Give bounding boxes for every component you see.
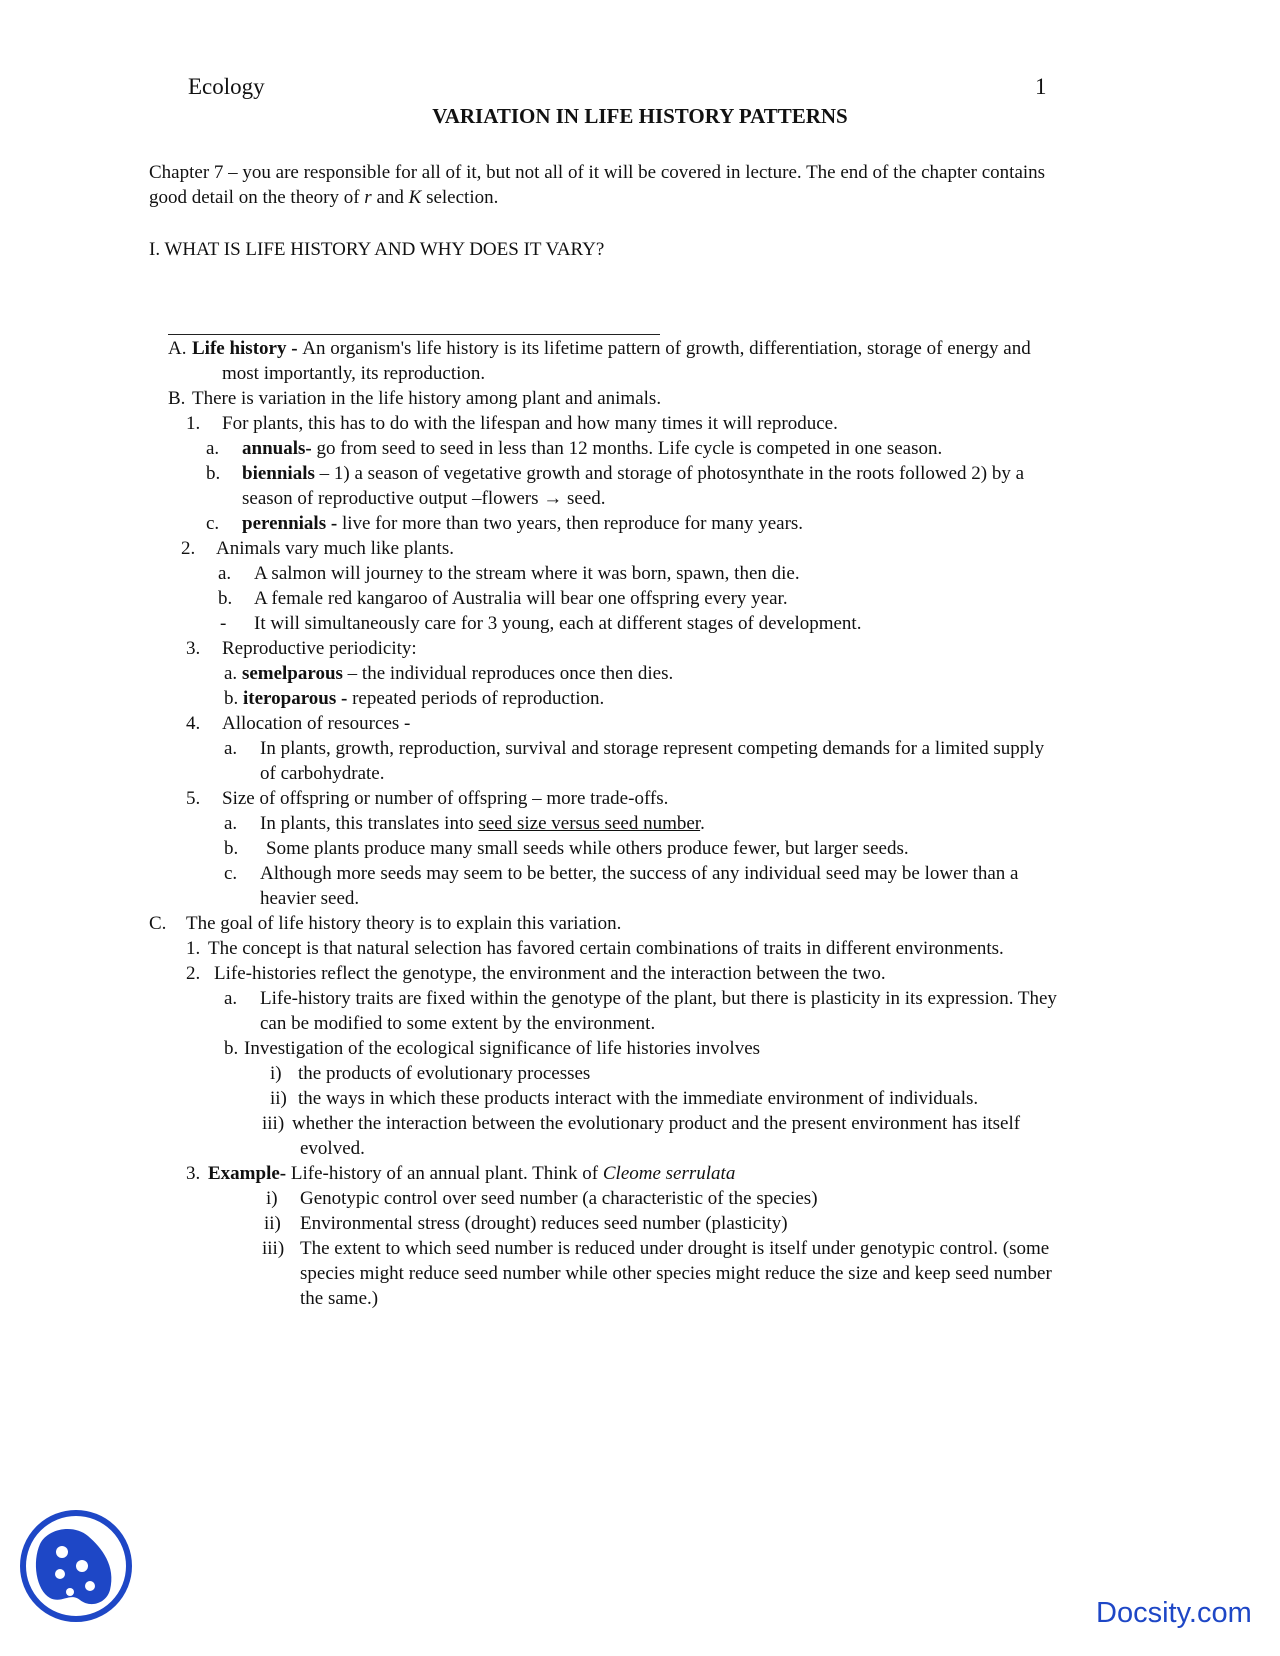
item-C2a-cont: can be modified to some extent by the environment. [260,1013,656,1034]
marker-B2a: a. [218,563,232,584]
marker-C: C. [149,913,167,934]
item-C2b-iii-cont: evolved. [300,1138,365,1159]
marker-C3-i: i) [266,1188,278,1209]
marker-B4a: a. [224,738,238,759]
item-B3b: b. iteroparous - repeated periods of reproduction. [224,688,605,709]
marker-B2: 2. [181,538,196,559]
item-B4a-cont: of carbohydrate. [260,763,385,784]
item-C3: Example- Life-history of an annual plant. Think of Cleome serrulata [208,1163,736,1184]
item-B2b: A female red kangaroo of Australia will bear one offspring every year. [254,588,788,609]
marker-A: A. [168,338,187,359]
marker-B1a: a. [206,438,220,459]
r-symbol: r [364,187,372,208]
item-C3-iii-cont2: the same.) [300,1288,379,1309]
intro-line-2: good detail on the theory of r and K selection. [149,187,499,208]
marker-C3: 3. [186,1163,201,1184]
marker-C3-ii: ii) [264,1213,281,1234]
marker-B1b: b. [206,463,221,484]
item-A: Life history - An organism's life history is its lifetime pattern of growth, differentiation, storage of energy and [192,338,1031,359]
item-B1a: annuals- go from seed to seed in less than 12 months. Life cycle is competed in one season. [242,438,943,459]
item-C3-ii: Environmental stress (drought) reduces seed number (plasticity) [300,1213,788,1234]
docsity-logo-icon [18,1508,134,1624]
docsity-brand-link[interactable]: Docsity.com [1096,1597,1252,1629]
item-B1: For plants, this has to do with the lifespan and how many times it will reproduce. [222,413,838,434]
item-B1c: perennials - live for more than two years, then reproduce for many years. [242,513,804,534]
k-symbol: K [408,187,422,208]
item-C2a: Life-history traits are fixed within the genotype of the plant, but there is plasticity in its expression. They [260,988,1057,1009]
marker-B1c: c. [206,513,220,534]
marker-B2b: b. [218,588,233,609]
marker-B4: 4. [186,713,201,734]
item-C3-i: Genotypic control over seed number (a characteristic of the species) [300,1188,818,1209]
marker-B3: 3. [186,638,201,659]
item-C: The goal of life history theory is to explain this variation. [186,913,622,934]
item-C2: Life-histories reflect the genotype, the environment and the interaction between the two. [214,963,886,984]
item-B5: Size of offspring or number of offspring – more trade-offs. [222,788,669,809]
marker-B1: 1. [186,413,201,434]
item-B1b: biennials – 1) a season of vegetative growth and storage of photosynthate in the roots followed 2) by a [242,463,1025,484]
item-A-cont: most importantly, its reproduction. [222,363,486,384]
item-C3-iii: The extent to which seed number is reduced under drought is itself under genotypic control. (some [300,1238,1050,1259]
marker-B5b: b. [224,838,239,859]
marker-C2b-iii: iii) [262,1113,285,1134]
item-C2b: Investigation of the ecological significance of life histories involves [244,1038,761,1059]
item-B3a: a. semelparous – the individual reproduces once then dies. [224,663,674,684]
marker-C2b: b. [224,1038,239,1059]
item-B1b-cont: season of reproductive output –flowers → seed. [242,488,606,509]
marker-B5a: a. [224,813,238,834]
intro-paragraph [149,160,1149,210]
page-number: 1 [1035,74,1047,99]
intro-line-1: Chapter 7 – you are responsible for all of it, but not all of it will be covered in lecture. The end of the chapter contains [149,162,1046,183]
item-C2b-i: the products of evolutionary processes [298,1063,591,1084]
item-B4: Allocation of resources - [222,713,411,734]
item-C2b-iii: whether the interaction between the evolutionary product and the present environment has itself [292,1113,1021,1134]
document-title: VARIATION IN LIFE HISTORY PATTERNS [432,104,848,128]
item-B2a: A salmon will journey to the stream where it was born, spawn, then die. [254,563,800,584]
marker-B: B. [168,388,186,409]
marker-C2: 2. [186,963,201,984]
item-B5b: Some plants produce many small seeds while others produce fewer, but larger seeds. [266,838,909,859]
item-B4a: In plants, growth, reproduction, survival and storage represent competing demands for a limited supply [260,738,1045,759]
running-header-course: Ecology [188,74,265,99]
marker-C2a: a. [224,988,238,1009]
marker-B2-dash: - [220,613,227,634]
item-B5c-cont: heavier seed. [260,888,360,909]
item-C3-iii-cont: species might reduce seed number while other species might reduce the size and keep seed number [300,1263,1052,1284]
marker-B5c: c. [224,863,238,884]
underlined-phrase: seed size versus seed number [478,813,701,834]
item-B2-dash: It will simultaneously care for 3 young, each at different stages of development. [254,613,862,634]
item-B: There is variation in the life history among plant and animals. [192,388,662,409]
marker-C2b-ii: ii) [270,1088,287,1109]
marker-C1: 1. [186,938,201,959]
marker-C2b-i: i) [270,1063,282,1084]
species-name: Cleome serrulata [602,1163,736,1184]
marker-B5: 5. [186,788,201,809]
section-heading: I. WHAT IS LIFE HISTORY AND WHY DOES IT VARY? [149,239,605,260]
item-B2: Animals vary much like plants. [216,538,454,559]
item-B5a: In plants, this translates into seed size versus seed number. [260,813,705,834]
item-B3: Reproductive periodicity: [222,638,417,659]
marker-C3-iii: iii) [262,1238,285,1259]
item-C2b-ii: the ways in which these products interact with the immediate environment of individuals. [298,1088,979,1109]
item-C1: The concept is that natural selection has favored certain combinations of traits in different environments. [208,938,1004,959]
item-B5c: Although more seeds may seem to be better, the success of any individual seed may be lower than a [260,863,1019,884]
horizontal-rule [168,334,660,335]
